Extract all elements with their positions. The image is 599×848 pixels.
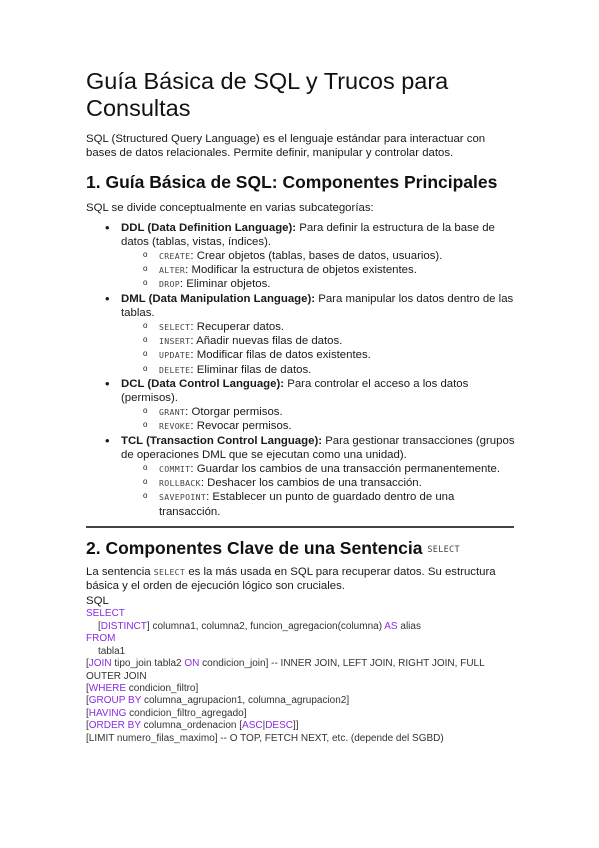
term-dcl: DCL (Data Control Language): bbox=[121, 377, 285, 390]
sub-item bbox=[121, 476, 516, 490]
code-text: [ bbox=[86, 658, 89, 670]
intro-paragraph: SQL (Structured Query Language) es el lenguaje estándar para interactuar con bases de datos relacionales. Permite definir, manipular y controlar datos. bbox=[86, 133, 486, 160]
code-keyword: ROLLBACK bbox=[159, 478, 201, 489]
sql-keyword: WHERE bbox=[88, 682, 127, 694]
code-line bbox=[86, 633, 516, 645]
sub-item-text: : Crear objetos (tablas, bases de datos, usuarios). bbox=[190, 250, 443, 263]
sub-item bbox=[121, 405, 516, 419]
sub-list bbox=[121, 249, 516, 292]
code-line: tabla1 bbox=[98, 645, 126, 657]
sub-list bbox=[121, 405, 516, 433]
sql-keyword: DESC bbox=[265, 720, 293, 732]
para-text: es la más usada en SQL para recuperar datos. Su estructura básica y el orden de ejecución lógico son cruciales. bbox=[86, 565, 496, 593]
sql-keyword: HAVING bbox=[88, 707, 127, 719]
sub-item bbox=[121, 334, 516, 348]
code-line: [LIMIT numero_filas_maximo] -- O TOP, FETCH NEXT, etc. (depende del SGBD) bbox=[86, 732, 444, 744]
sub-item-text: : Establecer un punto de guardado dentro de una transacción. bbox=[159, 491, 455, 518]
sub-item-text: : Modificar filas de datos existentes. bbox=[190, 349, 371, 362]
term-desc: Para manipular los datos dentro de las tablas. bbox=[121, 292, 514, 319]
sub-item-text: : Guardar los cambios de una transacción permanentemente. bbox=[190, 463, 501, 476]
code-line bbox=[86, 608, 516, 620]
section1-lead: SQL se divide conceptualmente en varias subcategorías: bbox=[86, 202, 374, 215]
term-desc: Para definir la estructura de la base de datos (tablas, vistas, índices). bbox=[121, 221, 495, 248]
sql-keyword: ASC bbox=[242, 720, 263, 732]
sub-item bbox=[121, 277, 516, 291]
list-item bbox=[86, 377, 516, 434]
term-desc: Para controlar el acceso a los datos (permisos). bbox=[121, 377, 469, 405]
term-desc: Para gestionar transacciones (grupos de operaciones DML que se ejecutan como una unidad). bbox=[121, 434, 515, 461]
sql-keyword: FROM bbox=[86, 633, 116, 645]
code-text: ]] bbox=[293, 720, 299, 732]
code-text: alias bbox=[397, 620, 421, 632]
code-keyword: INSERT bbox=[159, 336, 191, 347]
code-keyword: CREATE bbox=[159, 251, 191, 262]
code-line bbox=[86, 720, 516, 732]
code-text: tipo_join tabla2 bbox=[111, 658, 185, 670]
sql-keyword: ORDER BY bbox=[88, 720, 141, 732]
sub-item-text: : Añadir nuevas filas de datos. bbox=[190, 335, 343, 348]
section1-heading: 1. Guía Básica de SQL: Componentes Principales bbox=[86, 172, 498, 193]
code-text: [ bbox=[86, 682, 89, 694]
code-text: [ bbox=[86, 707, 89, 719]
code-keyword: SELECT bbox=[153, 566, 186, 577]
sql-keyword: AS bbox=[384, 620, 398, 632]
section2-paragraph bbox=[86, 565, 516, 593]
heading-code-keyword: SELECT bbox=[427, 544, 460, 555]
sub-item-text: : Deshacer los cambios de una transacción. bbox=[200, 477, 422, 490]
code-keyword: ALTER bbox=[159, 265, 186, 276]
code-keyword: DROP bbox=[159, 279, 180, 290]
code-line bbox=[86, 658, 516, 683]
code-block-label: SQL bbox=[86, 595, 109, 608]
code-line bbox=[86, 683, 516, 695]
sub-item bbox=[121, 263, 516, 277]
code-text: ] columna1, columna2, funcion_agregacion(columna) bbox=[146, 620, 385, 632]
sql-keyword: GROUP BY bbox=[88, 695, 142, 707]
code-text: [ bbox=[86, 720, 89, 732]
para-text: La sentencia bbox=[86, 565, 154, 578]
sub-list bbox=[121, 462, 516, 519]
code-text: condicion_join] -- INNER JOIN, LEFT JOIN, RIGHT JOIN, FULL OUTER JOIN bbox=[86, 658, 485, 682]
sub-item bbox=[121, 462, 516, 476]
code-keyword: REVOKE bbox=[159, 421, 191, 432]
term-dml: DML (Data Manipulation Language): bbox=[121, 292, 316, 305]
list-item bbox=[86, 434, 516, 519]
sub-item-text: : Eliminar filas de datos. bbox=[190, 363, 312, 376]
code-text: [ bbox=[86, 695, 89, 707]
sub-item bbox=[121, 490, 516, 518]
code-keyword: GRANT bbox=[159, 407, 186, 418]
code-line bbox=[86, 708, 516, 720]
sub-item-text: : Otorgar permisos. bbox=[185, 406, 283, 419]
page-title: Guía Básica de SQL y Trucos para Consultas bbox=[86, 68, 449, 121]
sub-list bbox=[121, 320, 516, 377]
list-item bbox=[86, 292, 516, 377]
sub-item bbox=[121, 249, 516, 263]
section2-heading-text: 2. Componentes Clave de una Sentencia bbox=[86, 537, 423, 558]
code-text: columna_agrupacion1, columna_agrupacion2] bbox=[141, 695, 350, 707]
code-text: | bbox=[262, 720, 266, 732]
code-text: columna_ordenacion [ bbox=[140, 720, 243, 732]
sub-item bbox=[121, 320, 516, 334]
code-line bbox=[86, 621, 516, 633]
sub-item-text: : Eliminar objetos. bbox=[179, 278, 271, 291]
section2-heading bbox=[86, 538, 516, 561]
code-keyword: UPDATE bbox=[159, 350, 191, 361]
code-line bbox=[86, 695, 516, 707]
sql-keyword: ON bbox=[184, 658, 200, 670]
list-item bbox=[86, 221, 516, 292]
code-keyword: COMMIT bbox=[159, 464, 191, 475]
category-list bbox=[86, 221, 516, 519]
document-page bbox=[86, 68, 516, 745]
sub-item bbox=[121, 419, 516, 433]
sub-item bbox=[121, 363, 516, 377]
sql-code-block bbox=[86, 608, 516, 744]
code-text: condicion_filtro_agregado] bbox=[126, 707, 247, 719]
sql-keyword: JOIN bbox=[88, 658, 112, 670]
term-ddl: DDL (Data Definition Language): bbox=[121, 221, 297, 234]
sub-item-text: : Modificar la estructura de objetos existentes. bbox=[185, 264, 417, 277]
code-keyword: SELECT bbox=[159, 322, 191, 333]
code-text: [ bbox=[98, 620, 101, 632]
sub-item-text: : Revocar permisos. bbox=[190, 420, 292, 433]
code-keyword: SAVEPOINT bbox=[159, 492, 207, 503]
sub-item bbox=[121, 348, 516, 362]
sql-keyword: DISTINCT bbox=[100, 620, 147, 632]
sql-keyword: SELECT bbox=[86, 608, 125, 620]
code-keyword: DELETE bbox=[159, 364, 191, 375]
sub-item-text: : Recuperar datos. bbox=[190, 321, 285, 334]
code-text: condicion_filtro] bbox=[126, 682, 199, 694]
section-divider bbox=[86, 526, 514, 528]
term-tcl: TCL (Transaction Control Language): bbox=[121, 434, 323, 447]
